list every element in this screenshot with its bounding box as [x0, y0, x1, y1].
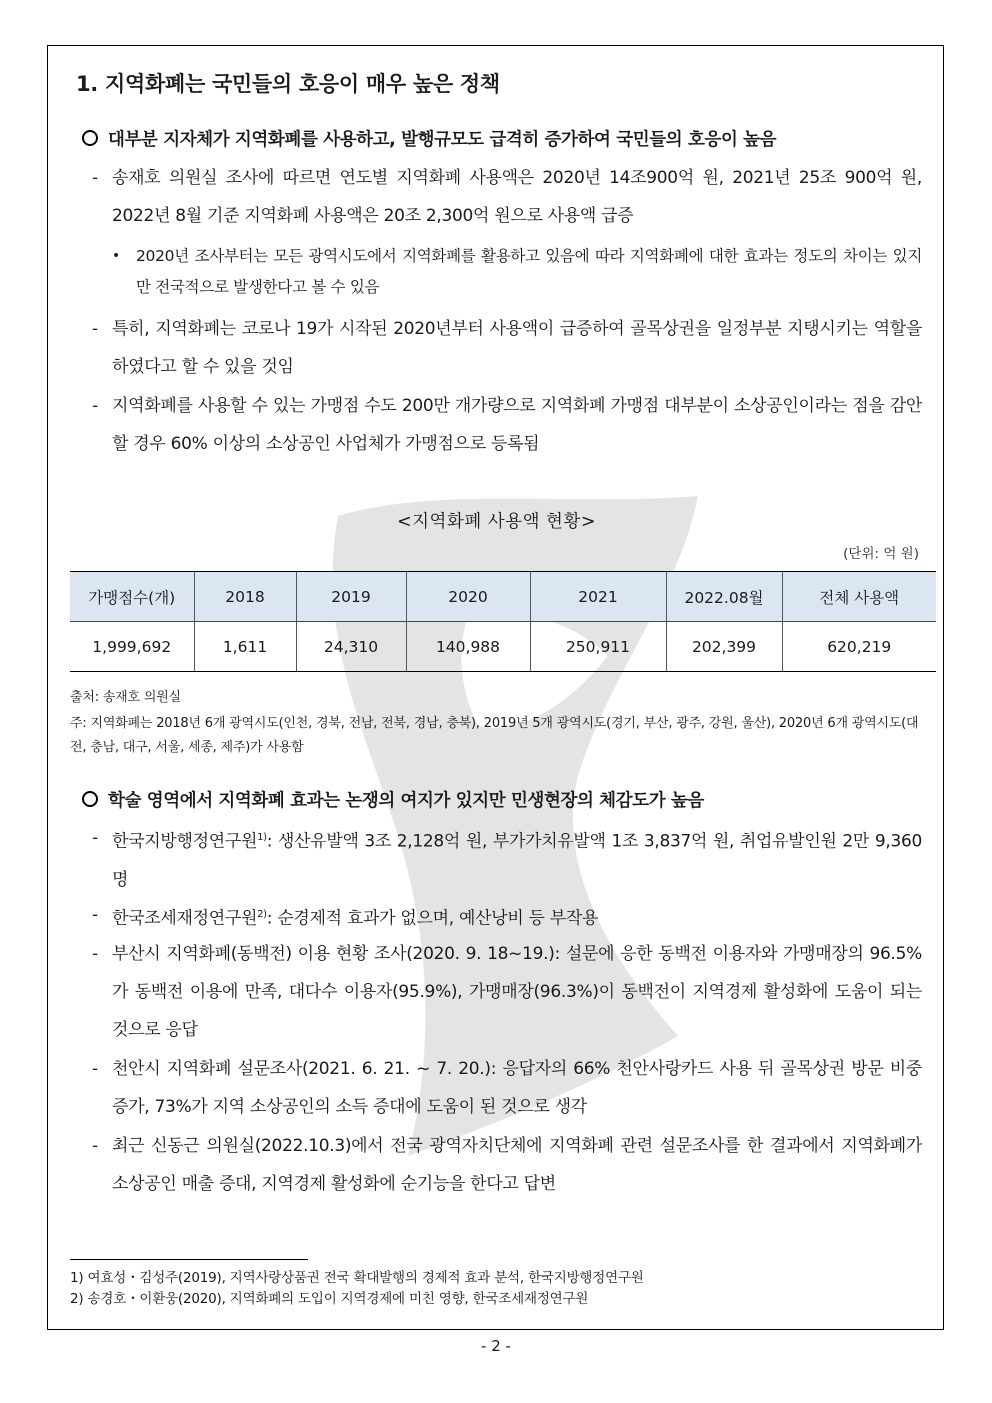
table-header-cell: 2019	[296, 572, 406, 622]
dash-marker: -	[92, 396, 98, 416]
dash-item-text: : 생산유발액 3조 2,128억 원, 부가가치유발액 1조 3,837억 원, 취업유발인원 2만 9,360명	[112, 831, 922, 890]
page-number: - 2 -	[481, 1337, 511, 1355]
table-unit: (단위: 억 원)	[843, 546, 919, 562]
circle-bullet-icon	[82, 791, 98, 807]
table-cell: 202,399	[666, 622, 782, 672]
bullet-heading-text: 대부분 지자체가 지역화폐를 사용하고, 발행규모도 급격히 증가하여 국민들의 호응이 높음	[108, 130, 777, 150]
dash-item-covid	[92, 310, 922, 386]
table-header-cell: 2020	[406, 572, 530, 622]
dash-item-text: 지역화폐를 사용할 수 있는 가맹점 수도 200만 개가량으로 지역화폐 가맹점 대부분이 소상공인이라는 점을 감안할 경우 60% 이상의 소상공인 사업체가 가맹점으로 등록됨	[112, 396, 922, 454]
table-title: <지역화폐 사용액 현황>	[396, 512, 597, 532]
footnote-ref[interactable]: 1)	[257, 832, 267, 843]
dash-marker: -	[92, 1059, 98, 1079]
dash-item-merchants	[92, 387, 922, 463]
dash-item-kipf	[92, 896, 922, 938]
dash-marker: -	[92, 905, 98, 925]
bullet-heading-text: 학술 영역에서 지역화폐 효과는 논쟁의 여지가 있지만 민생현장의 체감도가 높음	[108, 791, 704, 811]
bullet-heading-usage	[82, 126, 776, 151]
table-row	[70, 622, 936, 672]
footnote-1: 1) 여효성・김성주(2019), 지역사랑상품권 전국 확대발행의 경제적 효과 분석, 한국지방행정연구원	[70, 1270, 644, 1286]
dot-marker: •	[112, 248, 120, 264]
table-cell: 1,999,692	[70, 622, 194, 672]
dash-item-survey	[92, 1127, 922, 1203]
table-cell: 1,611	[194, 622, 296, 672]
dot-item-text: 2020년 조사부터는 모든 광역시도에서 지역화폐를 활용하고 있음에 따라 지역화폐에 대한 효과는 정도의 차이는 있지만 전국적으로 발생한다고 볼 수 있음	[136, 247, 922, 296]
dash-item-cheonan	[92, 1050, 922, 1126]
institute-name: 한국조세재정연구원	[112, 908, 258, 929]
table-cell: 24,310	[296, 622, 406, 672]
table-source: 출처: 송재호 의원실	[70, 690, 181, 705]
dash-marker: -	[92, 1136, 98, 1156]
section-title: 1. 지역화폐는 국민들의 호응이 매우 높은 정책	[76, 72, 500, 96]
table-header-cell: 전체 사용액	[782, 572, 936, 622]
dash-item-text: 최근 신동근 의원실(2022.10.3)에서 전국 광역자치단체에 지역화폐 관련 설문조사를 한 결과에서 지역화폐가 소상공인 매출 증대, 지역경제 활성화에 순기능을 한다고 답변	[112, 1136, 922, 1194]
table-cell: 140,988	[406, 622, 530, 672]
bullet-heading-academic	[82, 787, 704, 812]
dash-item-text: : 순경제적 효과가 없으며, 예산낭비 등 부작용	[266, 908, 599, 929]
footnote-2: 2) 송경호・이환웅(2020), 지역화폐의 도입이 지역경제에 미친 영향, 한국조세재정연구원	[70, 1291, 589, 1307]
table-note: 주: 지역화폐는 2018년 6개 광역시도(인천, 경북, 전남, 전북, 경남, 충북), 2019년 5개 광역시도(경기, 부산, 광주, 강원, 울산), 2020년 6개 광역시도(대전, 충남, 대구, 서울, 세종, 제주)가 사용함	[70, 716, 919, 755]
dash-item-text: 송재호 의원실 조사에 따르면 연도별 지역화폐 사용액은 2020년 14조900억 원, 2021년 25조 900억 원, 2022년 8월 기준 지역화폐 사용액은 20조 2,300억 원으로 사용액 급증	[112, 168, 922, 226]
dash-marker: -	[92, 828, 98, 848]
table-header-row	[70, 572, 936, 622]
usage-table	[70, 571, 936, 672]
table-cell: 250,911	[530, 622, 666, 672]
table-header-cell: 가맹점수(개)	[70, 572, 194, 622]
dash-marker: -	[92, 944, 98, 964]
table-header-cell: 2018	[194, 572, 296, 622]
institute-name: 한국지방행정연구원	[112, 831, 258, 852]
dash-marker: -	[92, 168, 98, 188]
table-header-cell: 2022.08월	[666, 572, 782, 622]
dash-item-busan	[92, 935, 922, 1049]
dot-item-nationwide	[112, 241, 922, 303]
table-cell: 620,219	[782, 622, 936, 672]
dash-item-krila	[92, 819, 922, 899]
footnote-divider	[70, 1259, 308, 1260]
footnote-ref[interactable]: 2)	[257, 909, 267, 920]
table-header-cell: 2021	[530, 572, 666, 622]
circle-bullet-icon	[82, 130, 98, 146]
dash-marker: -	[92, 319, 98, 339]
dash-item-usage-amount	[92, 159, 922, 235]
dash-item-text: 부산시 지역화폐(동백전) 이용 현황 조사(2020. 9. 18~19.): 설문에 응한 동백전 이용자와 가맹매장의 96.5%가 동백전 이용에 만족, 대다수 이용자(95.9%), 가맹매장(96.3%)이 동백전이 지역경제 활성화에 도움이 되는 것으로 응답	[112, 944, 922, 1040]
dash-item-text: 특히, 지역화폐는 코로나 19가 시작된 2020년부터 사용액이 급증하여 골목상권을 일정부분 지탱시키는 역할을 하였다고 할 수 있을 것임	[112, 319, 922, 377]
page-frame	[47, 45, 944, 1330]
dash-item-text: 천안시 지역화폐 설문조사(2021. 6. 21. ~ 7. 20.): 응답자의 66% 천안사랑카드 사용 뒤 골목상권 방문 비중 증가, 73%가 지역 소상공인의 소득 증대에 도움이 된 것으로 생각	[112, 1059, 922, 1117]
